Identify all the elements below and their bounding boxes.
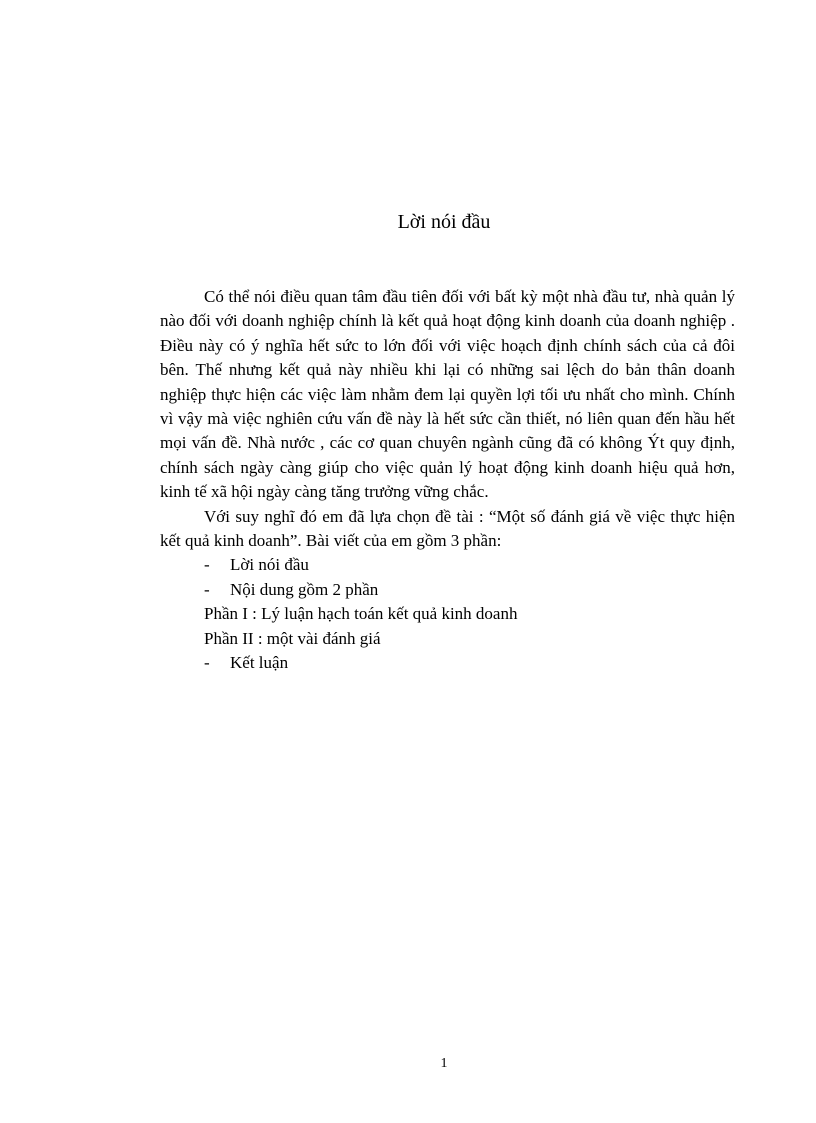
outline-item-text: Phần I : Lý luận hạch toán kết quả kinh doanh (204, 604, 518, 624)
outline-item (160, 578, 735, 602)
outline-list (160, 553, 735, 675)
outline-item-text: Nội dung gồm 2 phần (230, 579, 379, 599)
outline-item (160, 651, 735, 675)
outline-item (160, 602, 735, 626)
outline-item (160, 553, 735, 577)
document-body (160, 285, 735, 676)
topic-paragraph: Với suy nghĩ đó em đã lựa chọn đề tài : “Một số đánh giá về việc thực hiện kết quả kinh doanh”. Bài viết của em gồm 3 phần: (160, 506, 735, 551)
list-dash: - (204, 653, 210, 673)
list-dash: - (204, 579, 210, 599)
intro-paragraph: Có thể nói điều quan tâm đầu tiên đối với bất kỳ một nhà đầu tư, nhà quản lý nào đối với doanh nghiệp chính là kết quả hoạt động kinh doanh của doanh nghiệp . Điều này có ý nghĩa hết sức to lớn đối với việc hoạch định chính sách của cả đôi bên. Thế nhưng kết quả này nhiều khi lại có những sai lệch do bản thân doanh nghiệp thực hiện các việc làm nhằm đem lại quyền lợi tối ưu nhất cho mình. Chính vì vậy mà việc nghiên cứu vấn đề này là hết sức cần thiết, nó liên quan đến hầu hết mọi vấn đề. Nhà nước , các cơ quan chuyên ngành cũng đã có không Ýt quy định, chính sách ngày càng giúp cho việc quản lý hoạt động kinh doanh hiệu quả hơn, kinh tế xã hội ngày càng tăng trưởng vững chắc. (160, 287, 735, 502)
outline-item-text: Kết luận (230, 653, 289, 673)
outline-item-text: Phần II : một vài đánh giá (204, 628, 381, 648)
page-title: Lời nói đầu (397, 211, 491, 233)
outline-item (160, 627, 735, 651)
outline-item-text: Lời nói đầu (230, 555, 309, 575)
list-dash: - (204, 555, 210, 575)
page-number: 1 (440, 1056, 448, 1071)
